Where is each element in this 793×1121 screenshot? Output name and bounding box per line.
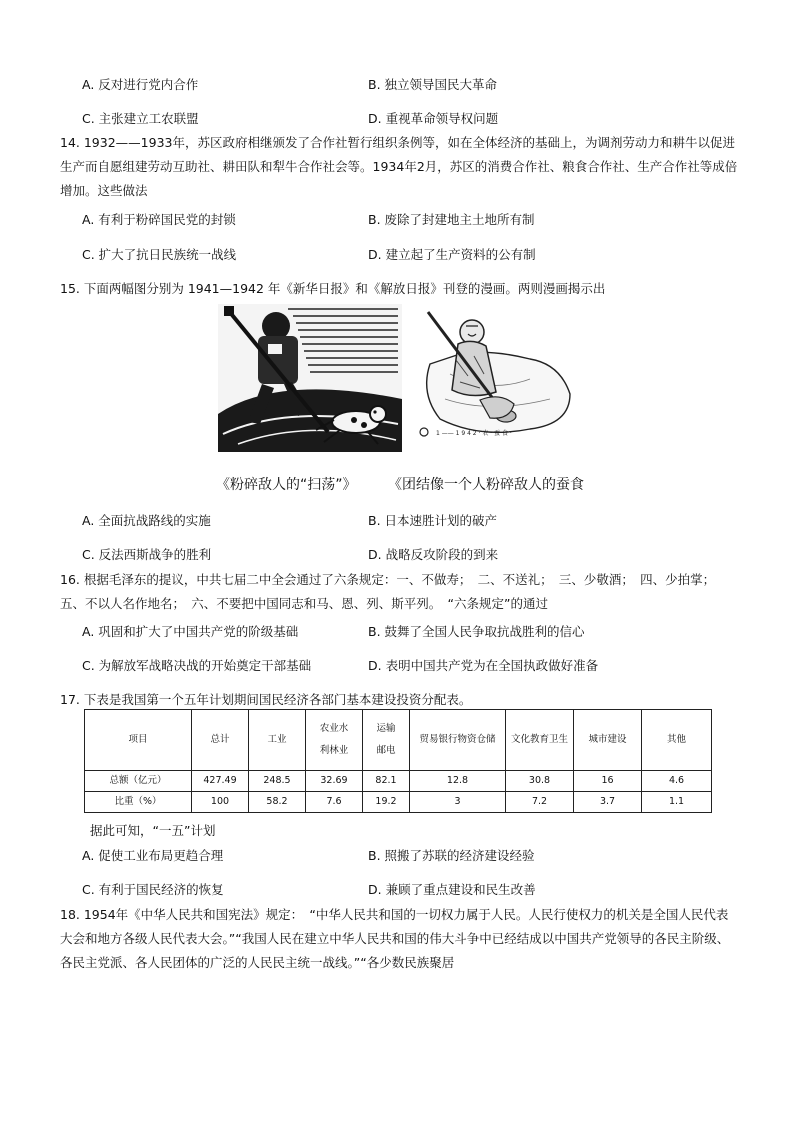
q13-option-a: A. 反对进行党内合作: [82, 77, 199, 92]
header-cell: 文化教育卫生: [506, 710, 574, 771]
table-cell: 30.8: [506, 771, 574, 792]
table-cell: 3: [410, 792, 506, 813]
q15-caption-right: 《团结像一个人粉碎敌人的蚕食: [388, 477, 584, 493]
header-cell: 工业: [249, 710, 306, 771]
table-cell: 7.6: [306, 792, 363, 813]
q14-option-d: D. 建立起了生产资料的公有制: [368, 247, 536, 262]
q15-option-d: D. 战略反攻阶段的到来: [368, 547, 499, 562]
table-cell: 100: [192, 792, 249, 813]
q14-option-b: B. 废除了封建地主土地所有制: [368, 212, 535, 227]
header-cell: 运输 邮电: [363, 710, 410, 771]
table-cell: 248.5: [249, 771, 306, 792]
q15-option-b: B. 日本速胜计划的破产: [368, 513, 498, 528]
q16-option-c: C. 为解放军战略决战的开始奠定干部基础: [82, 658, 312, 673]
q13-option-b: B. 独立领导国民大革命: [368, 77, 498, 92]
header-cell: 其他: [642, 710, 712, 771]
table-cell: 3.7: [574, 792, 642, 813]
q17-option-a: A. 促使工业布局更趋合理: [82, 848, 224, 863]
q15-option-c: C. 反法西斯战争的胜利: [82, 547, 212, 562]
header-cell: 项目: [85, 710, 192, 771]
table-cell: 7.2: [506, 792, 574, 813]
table-row: [85, 792, 712, 813]
table-row: [85, 771, 712, 792]
q17-stem: 17. 下表是我国第一个五年计划期间国民经济各部门基本建设投资分配表。: [60, 692, 472, 707]
q17-option-d: D. 兼顾了重点建设和民生改善: [368, 882, 536, 897]
table-cell: 1.1: [642, 792, 712, 813]
q16-option-b: B. 鼓舞了全国人民争取抗战胜利的信心: [368, 624, 585, 639]
investment-table: [84, 709, 712, 813]
table-header-row: [85, 710, 712, 771]
q14-option-c: C. 扩大了抗日民族统一战线: [82, 247, 237, 262]
header-cell: 贸易银行物资仓储: [410, 710, 506, 771]
header-cell: 农业水 利林业: [306, 710, 363, 771]
header-cell: 总计: [192, 710, 249, 771]
table-cell: 427.49: [192, 771, 249, 792]
q16-option-a: A. 巩固和扩大了中国共产党的阶级基础: [82, 624, 299, 639]
table-cell: 19.2: [363, 792, 410, 813]
q13-option-d: D. 重视革命领导权问题: [368, 111, 499, 126]
q17-option-b: B. 照搬了苏联的经济建设经验: [368, 848, 535, 863]
table-cell: 58.2: [249, 792, 306, 813]
q18-stem: 18. 1954年《中华人民共和国宪法》规定： “中华人民共和国的一切权力属于人民。人民行使权力的机关是全国人民代表大会和地方各级人民代表大会。”“我国人民在建立中华人民共和国的伟大斗争中已经结成以中国共产党领导的各民主阶级、各民主党派、各人民团体的广泛的人民民主统一战线。”“各少数民族聚居: [60, 907, 730, 970]
q15-caption-left: 《粉碎敌人的“扫荡”》: [216, 477, 357, 493]
table-cell: 4.6: [642, 771, 712, 792]
cartoon-smash-mopping-up: [218, 304, 402, 452]
q15-option-a: A. 全面抗战路线的实施: [82, 513, 211, 528]
q17-after-text: 据此可知，“一五”计划: [90, 823, 216, 838]
q16-stem: 16. 根据毛泽东的提议，中共七届二中全会通过了六条规定：一、不做寿； 二、不送礼； 三、少敬酒； 四、少拍掌；五、不以人名作地名； 六、不要把中国同志和马、恩、列、斯平列。 “六条规定”的通过: [60, 572, 716, 611]
table-cell: 16: [574, 771, 642, 792]
header-cell: 城市建设: [574, 710, 642, 771]
table-cell: 总额（亿元）: [85, 771, 192, 792]
cartoon-unite-against-nibbling: [410, 304, 578, 452]
q15-stem: 15. 下面两幅图分别为 1941—1942 年《新华日报》和《解放日报》刊登的漫画。两则漫画揭示出: [60, 281, 606, 296]
q14-option-a: A. 有利于粉碎国民党的封锁: [82, 212, 236, 227]
cartoon-right-mark: 1 —— 1 9 4 2 · 农 · 蚕 食 ·: [436, 430, 512, 437]
q17-option-c: C. 有利于国民经济的恢复: [82, 882, 224, 897]
table-cell: 32.69: [306, 771, 363, 792]
table-cell: 比重（%）: [85, 792, 192, 813]
q16-option-d: D. 表明中国共产党为在全国执政做好准备: [368, 658, 599, 673]
table-cell: 12.8: [410, 771, 506, 792]
q14-stem: 14. 1932——1933年，苏区政府相继颁发了合作社暂行组织条例等，如在全体经济的基础上，为调剂劳动力和耕牛以促进生产而自愿组建劳动互助社、耕田队和犁牛合作社会等。1934年2月，苏区的消费合作社、粮食合作社、生产合作社等成倍增加。这些做法: [60, 135, 738, 198]
table-cell: 82.1: [363, 771, 410, 792]
q13-option-c: C. 主张建立工农联盟: [82, 111, 199, 126]
